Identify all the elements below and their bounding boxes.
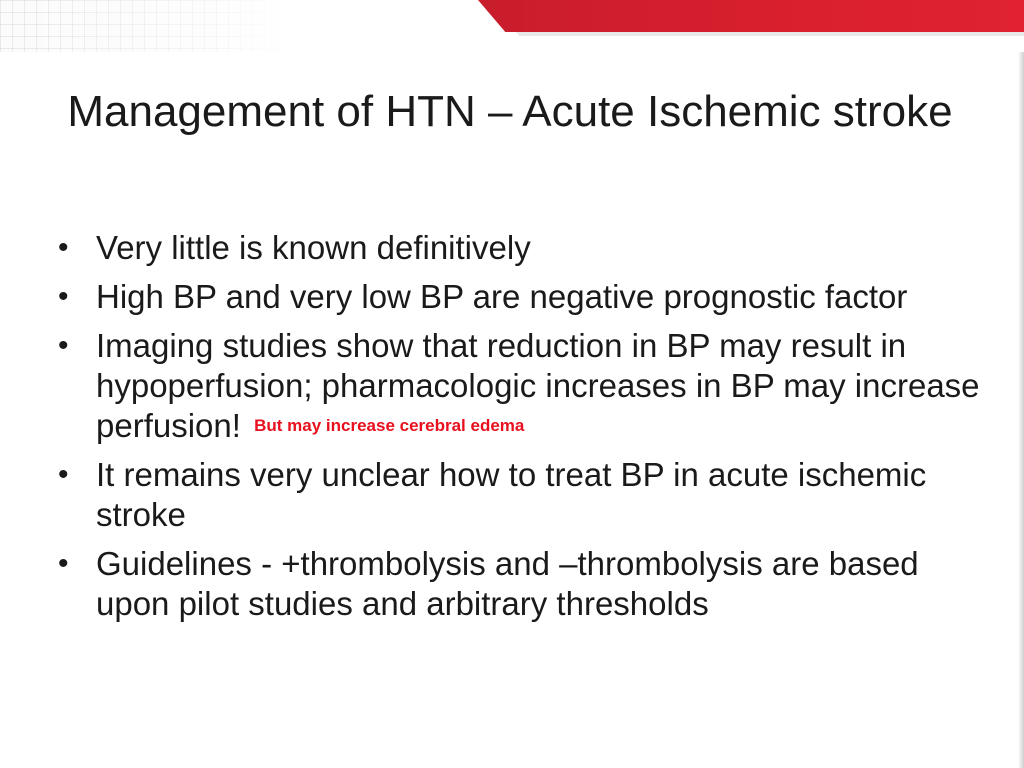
bullet-icon: •	[58, 280, 69, 313]
bullet-item	[52, 277, 982, 317]
bullet-text: Imaging studies show that reduction in BP may result in hypoperfusion; pharmacologic increases in BP may increase perfusion!	[96, 327, 980, 444]
annotation-note: But may increase cerebral edema	[254, 416, 525, 435]
grid-fade-decoration	[0, 0, 300, 52]
bullet-item	[52, 455, 982, 535]
bullet-item	[52, 326, 982, 446]
bullet-list	[52, 228, 982, 633]
bullet-text: High BP and very low BP are negative prognostic factor	[96, 278, 908, 315]
bullet-icon: •	[58, 231, 69, 264]
bullet-item	[52, 544, 982, 624]
bullet-icon: •	[58, 458, 69, 491]
bullet-item	[52, 228, 982, 268]
slide-title: Management of HTN – Acute Ischemic stroke	[67, 87, 953, 136]
red-ribbon-decoration	[478, 0, 1024, 32]
bullet-icon: •	[58, 547, 69, 580]
slide-edge-shadow	[1018, 52, 1024, 768]
bullet-text: Guidelines - +thrombolysis and –thrombolysis are based upon pilot studies and arbitrary thresholds	[96, 545, 919, 622]
bullet-icon: •	[58, 329, 69, 362]
bullet-text: It remains very unclear how to treat BP in acute ischemic stroke	[96, 456, 927, 533]
bullet-text: Very little is known definitively	[96, 229, 531, 266]
